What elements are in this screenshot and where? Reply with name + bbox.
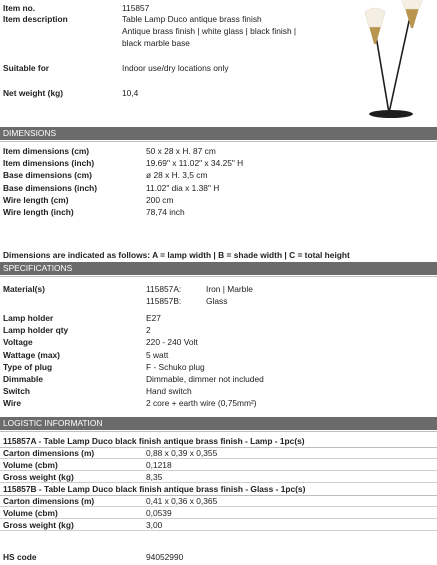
row-label: Type of plug (3, 361, 53, 372)
row-label: Dimmable (3, 374, 44, 384)
item-no-label: Item no. (3, 3, 36, 13)
row-divider (0, 530, 437, 531)
materials-label: Material(s) (3, 284, 45, 294)
section-header-logistic: LOGISTIC INFORMATION (0, 417, 437, 430)
row-label: Wire length (inch) (3, 207, 74, 217)
net-weight-value: 10,4 (122, 88, 139, 98)
row-label: Voltage (3, 337, 33, 348)
row-value: 0,1218 (146, 460, 172, 470)
row-label: Item dimensions (cm) (3, 146, 90, 156)
row-value: 50 x 28 x H. 87 cm (146, 146, 216, 156)
row-label: Base dimensions (inch) (3, 182, 98, 193)
divider (0, 431, 437, 432)
material-code: 115857A: (146, 284, 182, 294)
row-value: 0,88 x 0,39 x 0,355 (146, 448, 218, 458)
row-value: 0,41 x 0,36 x 0,365 (146, 496, 218, 506)
row-divider (0, 482, 437, 483)
row-label: Gross weight (kg) (3, 472, 74, 482)
row-value: ø 28 x H. 3,5 cm (146, 170, 208, 181)
row-label: Base dimensions (cm) (3, 170, 92, 181)
divider (0, 141, 437, 142)
row-value: 78,74 inch (146, 207, 185, 217)
row-value: 11.02" dia x 1.38" H (146, 182, 220, 193)
glass-shade (365, 8, 385, 27)
section-header-dimensions: DIMENSIONS (0, 127, 437, 140)
item-description-line: Antique brass finish | white glass | black finish | (122, 26, 297, 36)
row-value: 3,00 (146, 520, 163, 530)
row-label: Lamp holder (3, 313, 54, 323)
row-label: Wattage (max) (3, 349, 60, 360)
material-code: 115857B: (146, 296, 182, 306)
row-value: 0,0539 (146, 508, 172, 518)
item-description-line: black marble base (122, 38, 190, 48)
item-description-line: Table Lamp Duco antique brass finish (122, 14, 262, 24)
logistic-group-heading: 115857B - Table Lamp Duco black finish antique brass finish - Glass - 1pc(s) (3, 484, 306, 494)
hs-code-label: HS code (3, 552, 37, 562)
row-label: Wire length (cm) (3, 194, 69, 205)
brass-holder (369, 26, 381, 44)
row-value: 220 - 240 Volt (146, 337, 198, 348)
material-value: Iron | Marble (206, 284, 253, 294)
brass-holder (405, 8, 419, 28)
row-value: 200 cm (146, 194, 174, 205)
row-label: Switch (3, 386, 30, 397)
row-divider (0, 506, 437, 507)
item-no-value: 115857 (122, 3, 150, 13)
row-label: Lamp holder qty (3, 325, 69, 336)
row-value: 8,35 (146, 472, 163, 482)
lamp-stem (375, 30, 389, 113)
row-label: Volume (cbm) (3, 460, 58, 470)
item-description-label: Item description (3, 14, 68, 24)
material-value: Glass (206, 296, 228, 306)
hs-code-value: 94052990 (146, 552, 184, 562)
row-divider (0, 470, 437, 471)
net-weight-label: Net weight (kg) (3, 88, 64, 98)
suitable-for-label: Suitable for (3, 63, 50, 73)
marble-base (369, 110, 413, 118)
logistic-group-heading: 115857A - Table Lamp Duco black finish antique brass finish - Lamp - 1pc(s) (3, 436, 305, 446)
row-label: Gross weight (kg) (3, 520, 74, 530)
row-label: Wire (3, 398, 22, 409)
row-label: Carton dimensions (m) (3, 496, 95, 506)
product-image (365, 0, 437, 120)
row-label: Item dimensions (inch) (3, 158, 95, 169)
dimensions-note: Dimensions are indicated as follows: A = lamp width | B = shade width | C = total height (3, 250, 350, 260)
row-label: Carton dimensions (m) (3, 448, 95, 458)
divider (0, 276, 437, 277)
row-value: Dimmable, dimmer not included (146, 374, 264, 384)
row-value: Hand switch (146, 386, 192, 397)
section-header-specifications: SPECIFICATIONS (0, 262, 437, 275)
row-divider (0, 458, 437, 459)
glass-shade (401, 0, 423, 9)
suitable-for-value: Indoor use/dry locations only (122, 63, 229, 73)
row-label: Volume (cbm) (3, 508, 58, 518)
row-value: F - Schuko plug (146, 361, 205, 372)
row-divider (0, 518, 437, 519)
row-value: E27 (146, 313, 161, 323)
row-value: 19.69" x 11.02" x 34.25" H (146, 158, 244, 169)
row-value: 5 watt (146, 349, 169, 360)
row-value: 2 core + earth wire (0,75mm²) (146, 398, 257, 409)
lamp-stem (389, 12, 411, 113)
row-value: 2 (146, 325, 151, 336)
